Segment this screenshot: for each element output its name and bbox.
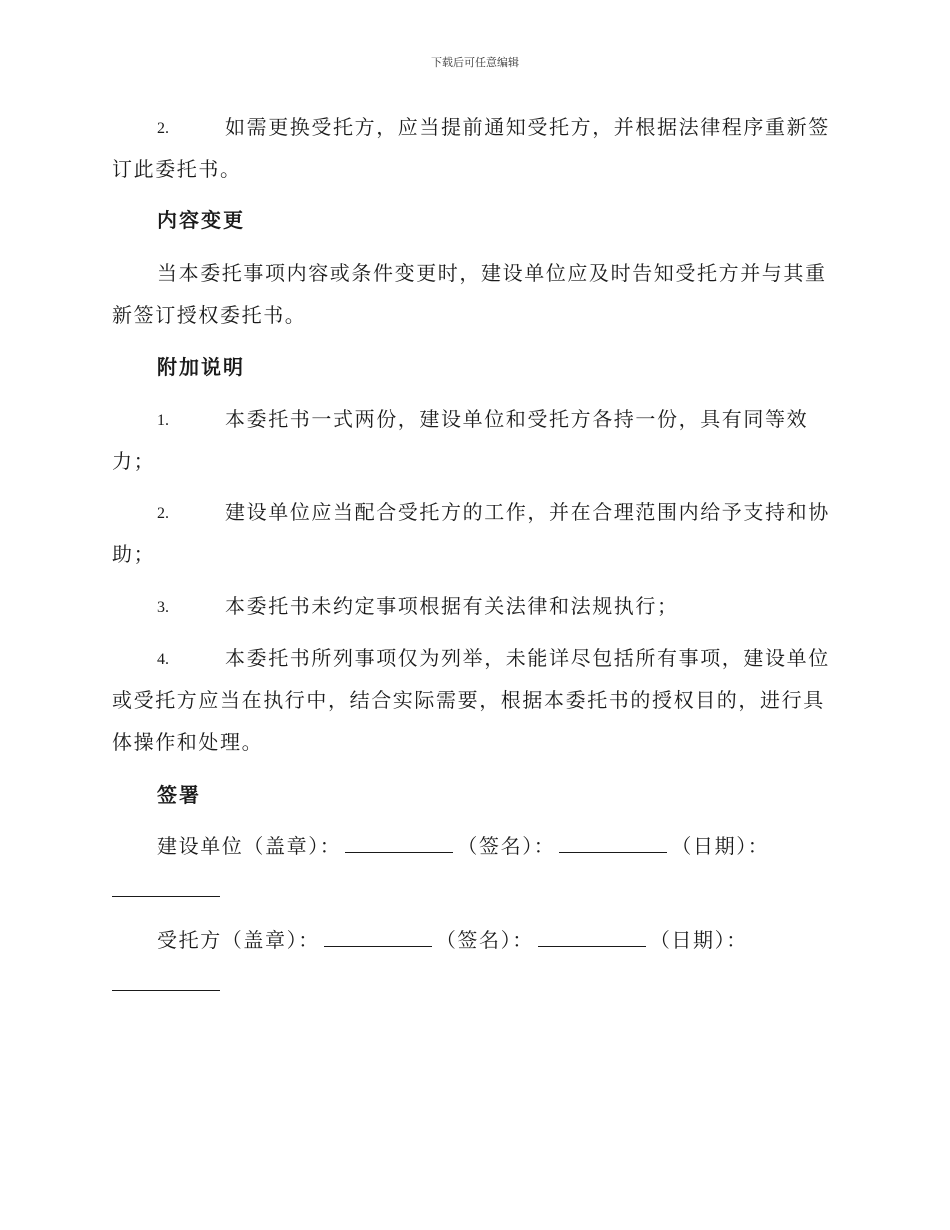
section-heading-signature: 签署: [157, 783, 201, 807]
paragraph-line: 如需更换受托方，应当提前通知受托方，并根据法律程序重新签: [225, 115, 830, 139]
list-item-line: 建设单位应当配合受托方的工作，并在合理范围内给予支持和协: [225, 500, 830, 524]
sign-blank-line: [559, 834, 667, 853]
sign-label: （签名）：: [435, 928, 534, 952]
section-heading-content-change: 内容变更: [157, 208, 245, 232]
sign-label: （签名）：: [457, 834, 556, 858]
seal-blank-line: [345, 834, 453, 853]
date-blank-line: [112, 972, 220, 991]
section-heading-notes: 附加说明: [157, 355, 245, 379]
paragraph-line: 当本委托事项内容或条件变更时，建设单位应及时告知受托方并与其重: [157, 261, 827, 285]
list-item-line: 本委托书一式两份，建设单位和受托方各持一份，具有同等效: [225, 407, 809, 431]
list-number: 1.: [157, 412, 169, 429]
list-item-line: 力；: [112, 449, 156, 473]
list-item-line: 本委托书所列事项仅为列举，未能详尽包括所有事项，建设单位: [225, 646, 830, 670]
date-label: （日期）：: [671, 834, 770, 858]
sign-blank-line: [538, 928, 646, 947]
signature-row-trustee: [157, 928, 748, 952]
paragraph-line: 新签订授权委托书。: [112, 303, 307, 327]
date-blank-line: [112, 878, 220, 897]
list-number: 4.: [157, 651, 169, 668]
list-item-line: 本委托书未约定事项根据有关法律和法规执行；: [225, 594, 679, 618]
list-number: 2.: [157, 505, 169, 522]
list-number: 2.: [157, 120, 169, 137]
list-item-line: 助；: [112, 542, 156, 566]
page-header: 下载后可任意编辑: [431, 56, 519, 69]
list-number: 3.: [157, 599, 169, 616]
list-item-line: 体操作和处理。: [112, 730, 264, 754]
party-label: 建设单位（盖章）：: [157, 834, 342, 858]
date-label: （日期）：: [649, 928, 748, 952]
signature-row-builder: [157, 834, 769, 858]
seal-blank-line: [324, 928, 432, 947]
party-label: 受托方（盖章）：: [157, 928, 320, 952]
list-item-line: 或受托方应当在执行中，结合实际需要，根据本委托书的授权目的，进行具: [112, 688, 825, 712]
paragraph-line: 订此委托书。: [112, 157, 242, 181]
